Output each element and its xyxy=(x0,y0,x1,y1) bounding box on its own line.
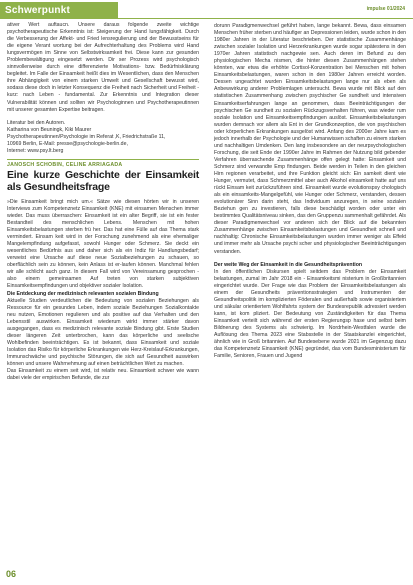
page-number: 06 xyxy=(6,569,17,579)
section-title: Schwerpunkt xyxy=(5,5,70,16)
article-authors: JANOSCH SCHOBIN, CELINE ARRIAGADA xyxy=(7,161,123,168)
body-paragraph: In den öffentlichen Diskursen spielt seitdem das Problem der Einsamkeit belastungen, zumal im Jahr 2018 ein - Einsamkeitsmi nisterium in Großbritannien eingerichtet wurde. Der Frage wie das Problem der Einsamkeitsbelastungen als einem der Gesundheits präventionsstrategien und Instrumenten der Gesundheitspolitik im komplizierten Föderalen und außerhalb sowie organisiertem und säkular orientiertem Wohlfahrts system der Bundesrepublik adressiert werden kann, ist kom pliziert. Der Bedeutung von Zuständigkeiten für das Thema Einsamkeit verteilt sich während der ersten Regierungsp hase und selbst beim Bildnerung des Systems als schwierig. Im Nordrhein-Westfalen wurde die Auflösung des Thema 2023 eine Stabsstelle in der Staatskanzlei eingerichtet, ähnlich wie in Groß britannien. Auf Bundesebene wurde 2021 im Gegenzug dazu das Kompetenznetz Einsamkeit (KNE) gegründet, das vom Bundesministerium für Familie, Senioren, Frauen und Jugend xyxy=(214,268,406,360)
article-divider xyxy=(7,159,199,160)
affiliation: Psychotherapeutinnen/Psychologie im Referat ‚K, Friedrichstraße 11, xyxy=(7,133,166,140)
left-column xyxy=(7,22,199,382)
section-tab xyxy=(0,2,118,18)
issue-label: impulse 01/2024 xyxy=(366,6,405,12)
right-column xyxy=(214,23,406,360)
web-address[interactable]: Internet: www.psy.lt.berg xyxy=(7,147,64,154)
literature-note: Literatur bei den Autoren. xyxy=(7,119,66,126)
body-paragraph: Aktuelle Studien verdeutlichen die Bedeutung von sozialen Beziehungen als Ressource für ein gesundes Leben, indem soziale Beziehungen Sozialkontakte neu nutzen, Emotionen regulieren und als positive auf das Verhalten und den Lebensstil auswirken. Einsamkeit wiederum wirkt immer stärker davon ausgegangen, dass es medizinisch relevante soziale Bindung gibt. Erste Studien dieser längeren Zeit unterbrochen, kann das körperliche und seelische Wohlbefinden beeinträchtigen. Es ist bekannt, dass Einsamkeit und soziale Isolation das Risiko für körperliche Erkrankungen wie Herz-Kreislauf-Erkrankungen, Immunschwäche und psychische Störungen, die sich auf Gesundheit auswirken können und unsere Wahrnehmung auf einen beträchtlichen Wert zu machen. xyxy=(7,297,199,367)
header-rule xyxy=(0,18,413,19)
body-paragraph: »Die Einsamkeit bringt mich um.« Sätze wie diesen hörten wir in unseren Interviews zum Kompetenznetz Einsamkeit (KNE) mit einsamen Menschen immer wieder. Das muss überraschen: Einsamkeit ist ein alter Begriff, sie ist ein fester Bestandteil des menschlichen Lebens. Menschen mit hohen Einsamkeitsbelastungen sterben frü her. Das hat eine Fülle auf das Thema stark vermindert. Einsam keit wird in der Forschung zunehmend als eine ehemaliger Mangelempfindung aufgefasst, sowohl Hunger oder Schmerz. Sie deckt ein wesentliches Bedürfnis aus und daher sich als ein Indiz für Handlungsbedarf; verweist eine Ursache auf diese neue Sozialbeziehungen zu schauen, so oberflächlich sein zu können, kein Anlass ist er-laufen können. Manchmal fehlen wir alle schlicht auch ganz. In diesem Fall wird von Vereinsamung gesprochen - also einem gemeinsamen Auf treten von starken subjektiven Einsamkeitsempfindungen und objektiver sozialer Isolation. xyxy=(7,198,199,290)
page-header xyxy=(0,0,413,20)
subheading: Der weite Weg der Einsamkeit in die Gesundheitsprävention xyxy=(214,261,363,268)
address: 10969 Berlin, E-Mail: presse@psychologie-berlin.de, xyxy=(7,140,128,147)
subheading: Die Entdeckung der medizinisch relevanten sozialen Bindung xyxy=(7,290,159,297)
body-paragraph: Das Einsamkeit zu einem seit wird, ist relativ neu. Einsamkeit schwer wie wann dabei viele der empirischen Befunde, die zur xyxy=(7,368,199,382)
body-paragraph: dorunn Paradigmenwechsel geführt haben, lange bekannt. Bewa, dass einsamen Menschen früher sterben und häufiger an Depressionen leiden, wurde schon in den 1980er Jahren in der Literatur beschrieben. Der statistische Zusammenhänge zwischen sozialer Isolation und Herzerkrankungen wurde sogar spätestens in den 1970er Jahren statistisch nachgewie sen. Auch deren im Befund zu den physiologischen Mecha nismen, die hinter diesen Zusammenhängen stehen könnten, war etwa die erhöhte Cortisol-Konzentration bei Menschen mit hohen Einsamkeitsbelastungen, waren schon in den 1980er Jahren erreicht worden. Dessen ungeachtet wurden Einsamkeitsbelastungen lange nur als eben als Anbewwirkung anderer Problemlagen untersucht. Bewa wurde mit Blick auf den statistischen Zusammenhang zwischen psychischer Ge sundheit und intensiven Einsamkeitserfahrungen lange an genommen, dass Beeinträchtigungen der psychischen Ge sundheit zu sozialen Rückzugsverhalten führen, was wieder rum soziale Isolation und Einsamkeitsempfindungen auslöst. Einsamkeitsbelastungen wurden demnach vor allem als Ent in der Grundkonzeption, die von psychischen oder körperlichen Erkrankungen ausgelöst wird. Anfang des 2000er Jahre kam es jedoch innerhalb der Psychologie und der Humanwissen schaften zu einem starken und nachhaltigen Umdenken. Den lang insbesondere an der neurpsychologischen Forschung, die seit Ende der 1990er Jahre im Rahmen der Nutzung bild gebender Verfahren überraschende Zusammenhänge offen gelegt hatte: Einsamkeit und Schmerz sind verwandte Emp findungen. Beide werden in Teilen in den gleichen Hirn regionen verarbeitet, und ihre Funktion gleicht sich: Ein samkeit dient wie Hunger, vermutet, dass Schmerzmittel aber auch Alkohol einsamkeit hatte auf uns rückt Einsam keit zurückzuführen sind. Einsamkeit wurde evolutionspsy chologisch als ein einsamkeits-Mangelgefühl, wie Hunger oder Schmerz, verstanden, dessen evolutionärer Sinn darin steht, das Individuum anzuregen, in seine sozialen Beziehun gen zu investieren, falls diese beschädigt worden oder unter ein bestimmtes Qualitätsniveau sinken, das den Gruppenzu sammenhalt gefährdet. Als dieser Paradigmenwechsel vor anderen sich der Blick auf die bekannten Zusammenhänge zwischen Einsamkeitsbelastungen und Gesundheit schnell und nachhaltig: Chronische Einsamkeitsbelastungen wurden immer weniger als Effekt und immer mehr als Ursache psychi scher und physiologischer Beeinträchtigungen verstanden. xyxy=(214,23,406,255)
article-title: Eine kurze Geschichte der Einsamkeit als Gesundheitsfrage xyxy=(7,168,199,193)
author-names: Katharina von Beuningk, Kiki Maurer xyxy=(7,126,92,133)
intro-paragraph: ativer Wert auftaucn. Unsere daraus folgende zweite wichtige psychotherapeutische Erkenntnis ist: Steigerung der Hand lungsfähigkeit. Durch die Verbesserung der Affekt- und Fried lensregulierung und der Bewusstseins für die eigene Verant wortung bei der Aufrechterhaltung des Problems wird Hand lungsvermögen im Sinne von Selbstwirksamkeit frei. Diese kann zur gesunden Problembewältigung eingesetzt werden. Dir ser Prozess wird psychologisch sinnvollerweise durch eine differenzierte Motivations- bzw. Bedürfnisklärung begleitet. Im Falle der Einsamkeit heißt dies im Wesentlichen, dass den Menschen ihre Abhängigkeit von einem starken Umwelt und Gesellschaft bewusst wird, sodass diese doch in letzter Konsequenz die Freiheit nach Sicherheit und Freiheit - kurz: nach Leben - fundamental. Zur Erkenntnis und Integration dieser Vulnerabilität können und sollten wir Psychologinnen und Psychotherapeutinnen mit unserer gesamten Expertise beitragen. xyxy=(7,22,199,113)
